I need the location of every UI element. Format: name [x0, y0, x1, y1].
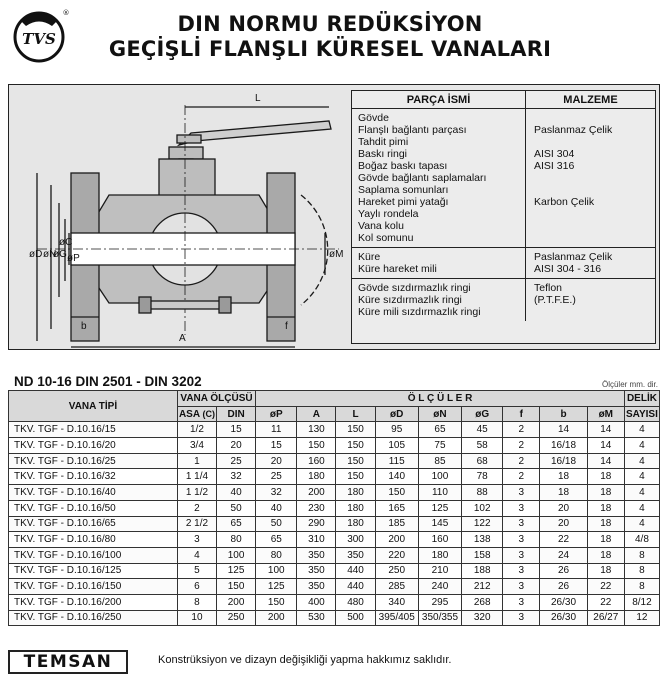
cell-A: 200	[297, 485, 336, 501]
dimension-table	[8, 390, 660, 626]
logo-text: TVS	[22, 30, 56, 48]
cell-asa: 1 1/2	[177, 485, 216, 501]
cell-L: 440	[336, 579, 375, 595]
cell-oD: 250	[375, 563, 418, 579]
table-row	[9, 469, 660, 485]
parts-table-header	[352, 91, 655, 109]
table-row	[9, 532, 660, 548]
material: (P.T.F.E.)	[534, 294, 576, 306]
dim-label-f: f	[285, 321, 288, 332]
material: AISI 304 - 316	[534, 263, 602, 275]
col-oN: øN	[418, 406, 461, 422]
asa-header	[177, 406, 216, 422]
cell-oN: 180	[418, 547, 461, 563]
cell-L: 150	[336, 422, 375, 438]
cell-oD: 105	[375, 438, 418, 454]
table-row	[9, 579, 660, 595]
col-oG: øG	[462, 406, 503, 422]
cell-oG: 268	[462, 594, 503, 610]
cell-vana-tipi: TKV. TGF - D.10.16/150	[9, 579, 178, 595]
cell-A: 180	[297, 469, 336, 485]
temsan-logo: TEMSAN	[8, 650, 128, 674]
table-row	[9, 485, 660, 501]
table-row	[9, 500, 660, 516]
cell-A: 350	[297, 563, 336, 579]
table-row	[9, 594, 660, 610]
valve-technical-drawing	[9, 85, 349, 348]
material: AISI 316	[534, 160, 575, 172]
cell-A: 290	[297, 516, 336, 532]
table-row	[9, 422, 660, 438]
cell-asa: 4	[177, 547, 216, 563]
part-name: Gövde sızdırmazlık ringi	[358, 282, 471, 294]
cell-asa: 2 1/2	[177, 516, 216, 532]
cell-din: 50	[217, 500, 256, 516]
cell-L: 180	[336, 485, 375, 501]
cell-asa: 8	[177, 594, 216, 610]
cell-delik-sayisi: 8	[624, 547, 659, 563]
col-oM: øM	[587, 406, 624, 422]
cell-oP: 65	[256, 532, 297, 548]
cell-f: 2	[503, 438, 540, 454]
cell-oM: 18	[587, 532, 624, 548]
col-oD: øD	[375, 406, 418, 422]
cell-L: 180	[336, 516, 375, 532]
cell-oD: 150	[375, 485, 418, 501]
cell-oD: 285	[375, 579, 418, 595]
col-L: L	[336, 406, 375, 422]
cell-oM: 26/27	[587, 610, 624, 626]
cell-oM: 18	[587, 500, 624, 516]
part-name: Tahdit pimi	[358, 136, 409, 148]
cell-oN: 295	[418, 594, 461, 610]
cell-asa: 2	[177, 500, 216, 516]
cell-oG: 68	[462, 453, 503, 469]
cell-oP: 25	[256, 469, 297, 485]
table-row	[9, 547, 660, 563]
cell-vana-tipi: TKV. TGF - D.10.16/40	[9, 485, 178, 501]
material	[534, 172, 655, 184]
cell-f: 3	[503, 516, 540, 532]
table-row	[9, 610, 660, 626]
parts-group-3	[352, 279, 655, 321]
cell-din: 150	[217, 579, 256, 595]
cell-delik-sayisi: 4/8	[624, 532, 659, 548]
table-row	[9, 563, 660, 579]
cell-oN: 125	[418, 500, 461, 516]
cell-din: 40	[217, 485, 256, 501]
material: Paslanmaz Çelik	[534, 124, 613, 136]
cell-asa: 10	[177, 610, 216, 626]
cell-f: 2	[503, 453, 540, 469]
cell-vana-tipi: TKV. TGF - D.10.16/32	[9, 469, 178, 485]
cell-A: 150	[297, 438, 336, 454]
cell-oP: 150	[256, 594, 297, 610]
cell-oM: 14	[587, 453, 624, 469]
cell-b: 16/18	[540, 438, 587, 454]
cell-vana-tipi: TKV. TGF - D.10.16/100	[9, 547, 178, 563]
din-header: DIN	[217, 406, 256, 422]
material: Teflon	[534, 282, 563, 294]
cell-asa: 1/2	[177, 422, 216, 438]
cell-oP: 200	[256, 610, 297, 626]
cell-A: 130	[297, 422, 336, 438]
cell-oD: 395/405	[375, 610, 418, 626]
cell-oG: 45	[462, 422, 503, 438]
cell-delik-sayisi: 8/12	[624, 594, 659, 610]
cell-oD: 165	[375, 500, 418, 516]
cell-asa: 1	[177, 453, 216, 469]
cell-delik-sayisi: 4	[624, 422, 659, 438]
cell-oM: 14	[587, 422, 624, 438]
dimension-table-body	[9, 422, 660, 626]
dim-label-oN: øN	[43, 249, 57, 260]
asa-label: ASA	[178, 408, 200, 420]
cell-din: 32	[217, 469, 256, 485]
sayisi-header: SAYISI	[624, 406, 659, 422]
cell-oM: 18	[587, 516, 624, 532]
cell-oD: 340	[375, 594, 418, 610]
title-line-2: GEÇİŞLİ FLANŞLI KÜRESEL VANALARI	[108, 37, 552, 61]
cell-oM: 18	[587, 469, 624, 485]
cell-oP: 100	[256, 563, 297, 579]
pressure-standard-title: ND 10-16 DIN 2501 - DIN 3202	[14, 374, 202, 389]
cell-vana-tipi: TKV. TGF - D.10.16/125	[9, 563, 178, 579]
dim-label-oD: øD	[29, 249, 43, 260]
part-name: Küre hareket mili	[358, 263, 437, 275]
cell-L: 500	[336, 610, 375, 626]
cell-L: 480	[336, 594, 375, 610]
cell-A: 350	[297, 547, 336, 563]
col-oP: øP	[256, 406, 297, 422]
cell-f: 3	[503, 500, 540, 516]
cell-din: 25	[217, 453, 256, 469]
units-note: Ölçüler mm. dir.	[601, 380, 658, 389]
material: Paslanmaz Çelik	[534, 251, 613, 263]
drawing-panel	[8, 84, 660, 350]
part-name: Boğaz baskı tapası	[358, 160, 448, 172]
cell-delik-sayisi: 8	[624, 579, 659, 595]
cell-oP: 40	[256, 500, 297, 516]
cell-vana-tipi: TKV. TGF - D.10.16/25	[9, 453, 178, 469]
cell-delik-sayisi: 4	[624, 438, 659, 454]
cell-b: 26	[540, 579, 587, 595]
cell-oM: 18	[587, 485, 624, 501]
parts-group-1	[352, 109, 655, 248]
part-name: Küre	[358, 251, 381, 263]
cell-oM: 18	[587, 563, 624, 579]
cell-delik-sayisi: 8	[624, 563, 659, 579]
tvs-logo	[12, 6, 70, 64]
olculer-header: Ö L Ç Ü L E R	[256, 391, 625, 407]
cell-b: 16/18	[540, 453, 587, 469]
cell-vana-tipi: TKV. TGF - D.10.16/250	[9, 610, 178, 626]
cell-delik-sayisi: 12	[624, 610, 659, 626]
table-row	[9, 453, 660, 469]
cell-delik-sayisi: 4	[624, 516, 659, 532]
material	[534, 184, 655, 196]
cell-f: 3	[503, 610, 540, 626]
cell-oN: 110	[418, 485, 461, 501]
part-name: Yaylı rondela	[358, 208, 419, 220]
page-title	[90, 12, 570, 62]
cell-b: 20	[540, 516, 587, 532]
cell-oM: 14	[587, 438, 624, 454]
parts-group-2	[352, 248, 655, 279]
cell-L: 150	[336, 453, 375, 469]
cell-b: 26/30	[540, 610, 587, 626]
cell-oG: 78	[462, 469, 503, 485]
dim-label-oP: øP	[67, 253, 80, 264]
cell-oP: 15	[256, 438, 297, 454]
cell-oM: 22	[587, 594, 624, 610]
cell-din: 65	[217, 516, 256, 532]
cell-din: 200	[217, 594, 256, 610]
cell-delik-sayisi: 4	[624, 453, 659, 469]
cell-oP: 50	[256, 516, 297, 532]
cell-oD: 115	[375, 453, 418, 469]
table-row	[9, 516, 660, 532]
material	[534, 112, 655, 124]
rights-notice: Konstrüksiyon ve dizayn değişikliği yapma hakkımız saklıdır.	[158, 654, 452, 666]
part-name: Flanşlı bağlantı parçası	[358, 124, 467, 136]
cell-A: 310	[297, 532, 336, 548]
cell-oD: 140	[375, 469, 418, 485]
col-b: b	[540, 406, 587, 422]
title-line-1: DIN NORMU REDÜKSİYON	[177, 12, 483, 36]
dim-label-oM: øM	[329, 249, 344, 260]
cell-b: 14	[540, 422, 587, 438]
part-name: Küre mili sızdırmazlık ringi	[358, 306, 481, 318]
cell-asa: 3/4	[177, 438, 216, 454]
cell-oG: 188	[462, 563, 503, 579]
cell-asa: 6	[177, 579, 216, 595]
cell-b: 18	[540, 485, 587, 501]
cell-vana-tipi: TKV. TGF - D.10.16/15	[9, 422, 178, 438]
cell-din: 250	[217, 610, 256, 626]
cell-oG: 212	[462, 579, 503, 595]
cell-din: 15	[217, 422, 256, 438]
cell-asa: 3	[177, 532, 216, 548]
part-name: Kol somunu	[358, 232, 414, 244]
part-name: Hareket pimi yatağı	[358, 196, 449, 208]
cell-oG: 88	[462, 485, 503, 501]
cell-oG: 122	[462, 516, 503, 532]
cell-oG: 320	[462, 610, 503, 626]
parts-material-table	[351, 90, 656, 344]
dim-label-A: A	[179, 333, 186, 344]
cell-f: 3	[503, 563, 540, 579]
cell-din: 80	[217, 532, 256, 548]
cell-oG: 58	[462, 438, 503, 454]
material	[534, 136, 655, 148]
cell-oN: 65	[418, 422, 461, 438]
cell-A: 350	[297, 579, 336, 595]
cell-b: 18	[540, 469, 587, 485]
part-name: Saplama somunları	[358, 184, 449, 196]
cell-delik-sayisi: 4	[624, 485, 659, 501]
registered-mark: ®	[62, 9, 70, 17]
cell-f: 2	[503, 469, 540, 485]
material-header: MALZEME	[563, 93, 618, 106]
cell-oM: 22	[587, 579, 624, 595]
vana-tipi-header: VANA TİPİ	[9, 391, 178, 422]
material	[534, 232, 655, 244]
cell-vana-tipi: TKV. TGF - D.10.16/80	[9, 532, 178, 548]
part-name-header: PARÇA İSMİ	[352, 91, 526, 108]
cell-oG: 102	[462, 500, 503, 516]
cell-oN: 240	[418, 579, 461, 595]
part-name: Gövde bağlantı saplamaları	[358, 172, 487, 184]
cell-L: 150	[336, 469, 375, 485]
cell-A: 160	[297, 453, 336, 469]
cell-L: 180	[336, 500, 375, 516]
material: AISI 304	[534, 148, 575, 160]
cell-asa: 5	[177, 563, 216, 579]
c-label: (C)	[202, 408, 215, 419]
cell-din: 20	[217, 438, 256, 454]
cell-f: 3	[503, 485, 540, 501]
cell-oD: 185	[375, 516, 418, 532]
material	[534, 306, 655, 318]
cell-oN: 75	[418, 438, 461, 454]
cell-din: 125	[217, 563, 256, 579]
dim-label-L: L	[255, 93, 261, 104]
cell-vana-tipi: TKV. TGF - D.10.16/65	[9, 516, 178, 532]
cell-b: 26	[540, 563, 587, 579]
material: Karbon Çelik	[534, 196, 595, 208]
dim-label-oC: øC	[59, 237, 73, 248]
cell-f: 2	[503, 422, 540, 438]
cell-A: 400	[297, 594, 336, 610]
cell-L: 440	[336, 563, 375, 579]
delik-header: DELİK	[624, 391, 659, 407]
table-row	[9, 438, 660, 454]
cell-asa: 1 1/4	[177, 469, 216, 485]
cell-oD: 220	[375, 547, 418, 563]
cell-oG: 138	[462, 532, 503, 548]
cell-L: 300	[336, 532, 375, 548]
cell-oN: 100	[418, 469, 461, 485]
cell-oN: 160	[418, 532, 461, 548]
cell-b: 26/30	[540, 594, 587, 610]
cell-f: 3	[503, 532, 540, 548]
part-name: Vana kolu	[358, 220, 404, 232]
cell-L: 350	[336, 547, 375, 563]
cell-din: 100	[217, 547, 256, 563]
cell-delik-sayisi: 4	[624, 469, 659, 485]
material	[534, 208, 655, 220]
cell-A: 230	[297, 500, 336, 516]
cell-oG: 158	[462, 547, 503, 563]
cell-b: 24	[540, 547, 587, 563]
cell-oD: 95	[375, 422, 418, 438]
cell-A: 530	[297, 610, 336, 626]
cell-b: 20	[540, 500, 587, 516]
part-name: Baskı ringi	[358, 148, 408, 160]
cell-oN: 85	[418, 453, 461, 469]
dim-label-b: b	[81, 321, 87, 332]
col-f: f	[503, 406, 540, 422]
cell-oP: 32	[256, 485, 297, 501]
cell-oP: 80	[256, 547, 297, 563]
cell-vana-tipi: TKV. TGF - D.10.16/20	[9, 438, 178, 454]
part-name: Küre sızdırmazlık ringi	[358, 294, 462, 306]
material	[534, 220, 655, 232]
cell-oD: 200	[375, 532, 418, 548]
cell-vana-tipi: TKV. TGF - D.10.16/50	[9, 500, 178, 516]
cell-L: 150	[336, 438, 375, 454]
cell-oP: 125	[256, 579, 297, 595]
cell-oP: 11	[256, 422, 297, 438]
vana-olcusu-header	[177, 391, 255, 407]
cell-vana-tipi: TKV. TGF - D.10.16/200	[9, 594, 178, 610]
cell-delik-sayisi: 4	[624, 500, 659, 516]
cell-oP: 20	[256, 453, 297, 469]
cell-oN: 350/355	[418, 610, 461, 626]
cell-oN: 210	[418, 563, 461, 579]
cell-f: 3	[503, 579, 540, 595]
vana-olcusu-label: VANA ÖLÇÜSÜ	[180, 392, 253, 404]
cell-oM: 18	[587, 547, 624, 563]
cell-f: 3	[503, 594, 540, 610]
cell-f: 3	[503, 547, 540, 563]
col-A: A	[297, 406, 336, 422]
cell-oN: 145	[418, 516, 461, 532]
cell-b: 22	[540, 532, 587, 548]
part-name: Gövde	[358, 112, 389, 124]
dim-label-oG: øG	[53, 249, 67, 260]
